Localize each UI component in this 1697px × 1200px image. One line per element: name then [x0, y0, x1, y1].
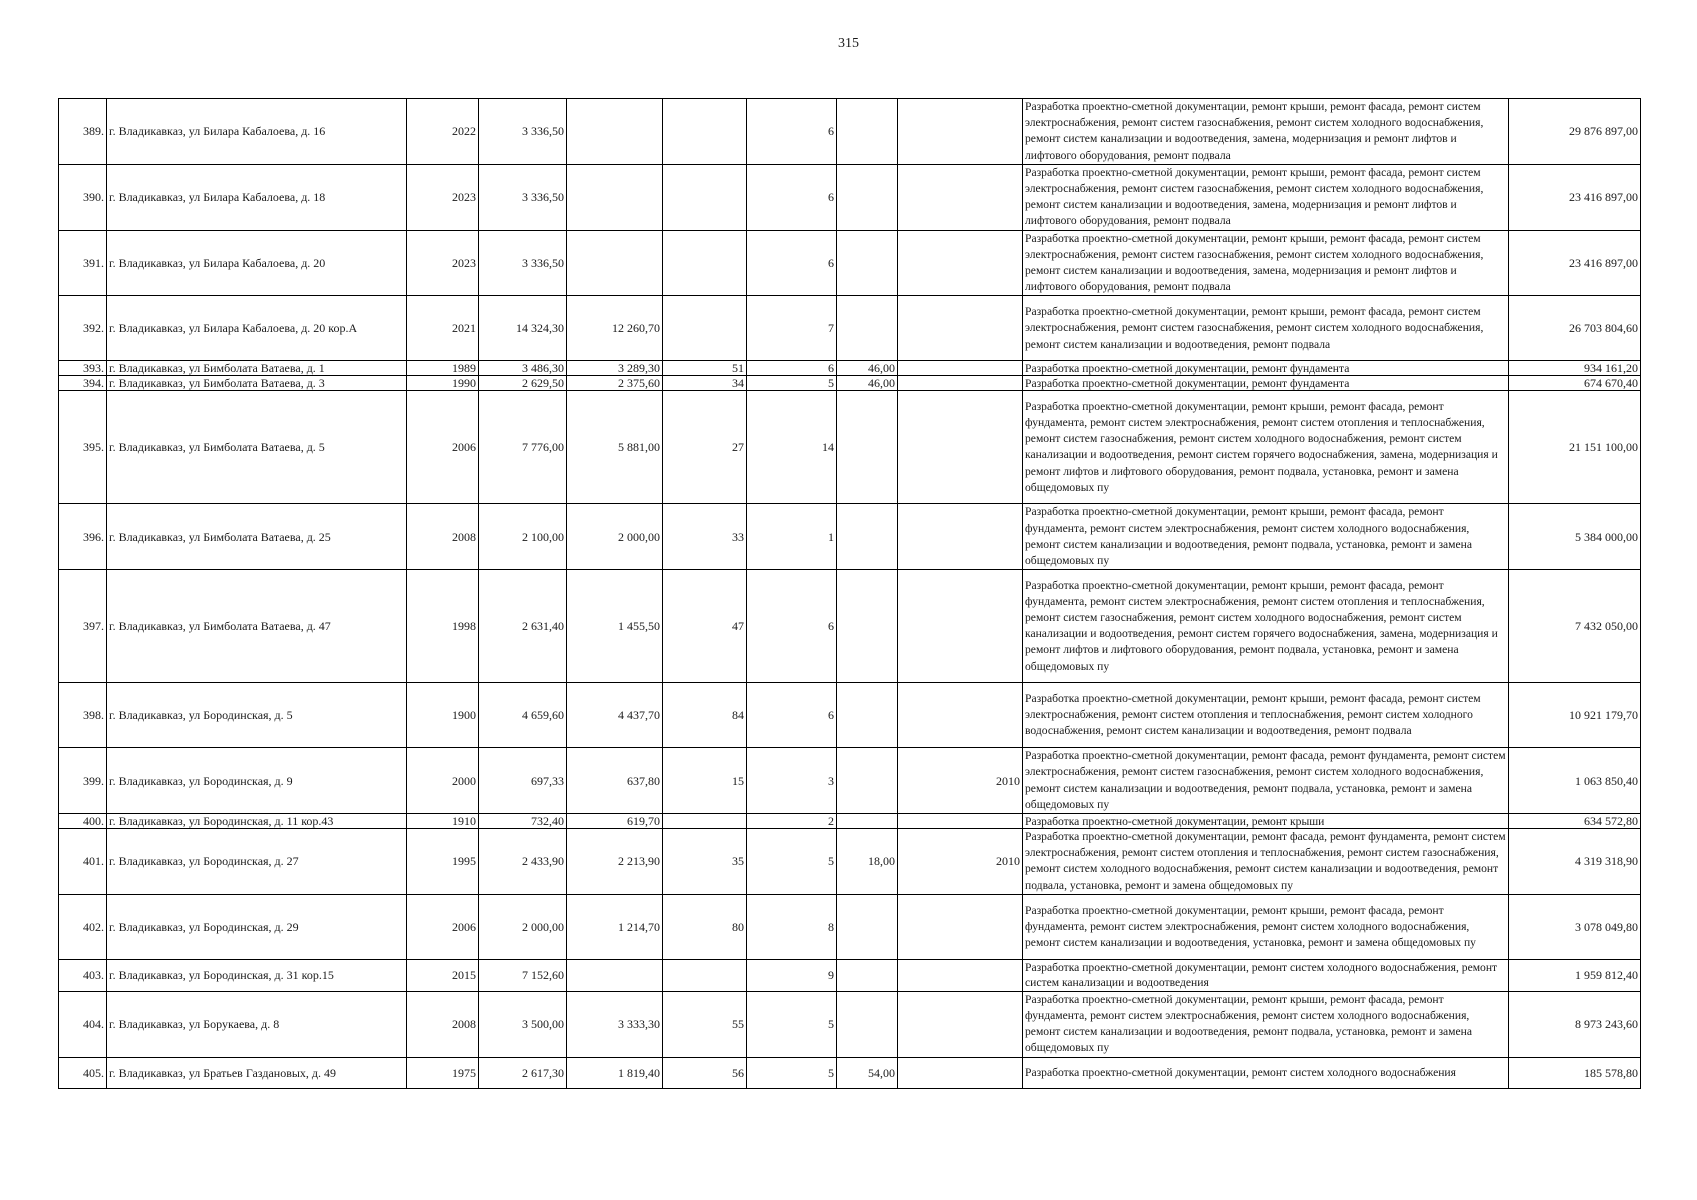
cell-row-number: 389.	[59, 99, 107, 165]
cell-address: г. Владикавказ, ул Бородинская, д. 27	[107, 829, 407, 895]
cell-row-number: 400.	[59, 814, 107, 829]
cell-year: 2006	[407, 391, 479, 504]
cell-row-number: 399.	[59, 748, 107, 814]
cell-area-living: 4 437,70	[567, 683, 663, 748]
cell-floors: 5	[747, 829, 837, 895]
cell-year: 1900	[407, 683, 479, 748]
cell-cost: 26 703 804,60	[1509, 296, 1641, 361]
cell-address: г. Владикавказ, ул Братьев Газдановых, д. 49	[107, 1057, 407, 1088]
cell-works: Разработка проектно-сметной документации, ремонт крыши, ремонт фасада, ремонт фундамента, ремонт систем электроснабжения, ремонт систем отопления и теплоснабжения, ремонт систем газоснабжения, ремонт систем холодного водоснабжения, ремонт систем канализации и водоотведения, ремонт систем горячего водоснабжения, замена, модернизация и ремонт лифтов и лифтового оборудования, ремонт подвала, установка, ремонт и замена общедомовых пу	[1023, 570, 1509, 683]
cell-cost: 3 078 049,80	[1509, 894, 1641, 959]
page-number: 315	[838, 36, 859, 51]
cell-works: Разработка проектно-сметной документации, ремонт крыши, ремонт фасада, ремонт фундамента, ремонт систем электроснабжения, ремонт систем холодного водоснабжения, ремонт систем канализации и водоотведения, ремонт подвала, установка, ремонт и замена общедомовых пу	[1023, 504, 1509, 570]
cell-cost: 21 151 100,00	[1509, 391, 1641, 504]
cell-row-number: 391.	[59, 230, 107, 296]
cell-residents: 56	[663, 1057, 747, 1088]
cell-row-number: 398.	[59, 683, 107, 748]
cell-wear: 46,00	[837, 361, 898, 376]
cell-last-repair	[898, 991, 1023, 1057]
cell-area-living: 1 455,50	[567, 570, 663, 683]
cell-address: г. Владикавказ, ул Бородинская, д. 9	[107, 748, 407, 814]
cell-residents: 34	[663, 376, 747, 391]
cell-area-living: 637,80	[567, 748, 663, 814]
cell-area-living	[567, 164, 663, 230]
cell-works: Разработка проектно-сметной документации, ремонт систем холодного водоснабжения	[1023, 1057, 1509, 1088]
cell-year: 1998	[407, 570, 479, 683]
cell-row-number: 402.	[59, 894, 107, 959]
cell-residents: 15	[663, 748, 747, 814]
table-row	[59, 829, 1641, 895]
cell-cost: 5 384 000,00	[1509, 504, 1641, 570]
cell-year: 2022	[407, 99, 479, 165]
cell-floors: 6	[747, 230, 837, 296]
cell-floors: 8	[747, 894, 837, 959]
cell-wear	[837, 959, 898, 991]
cell-wear	[837, 230, 898, 296]
cell-last-repair	[898, 959, 1023, 991]
cell-works: Разработка проектно-сметной документации, ремонт крыши, ремонт фасада, ремонт систем электроснабжения, ремонт систем отопления и теплоснабжения, ремонт систем холодного водоснабжения, ремонт систем канализации и водоотведения, ремонт подвала	[1023, 683, 1509, 748]
cell-last-repair	[898, 814, 1023, 829]
cell-address: г. Владикавказ, ул Билара Кабалоева, д. 16	[107, 99, 407, 165]
cell-row-number: 394.	[59, 376, 107, 391]
cell-residents	[663, 164, 747, 230]
cell-area-living: 12 260,70	[567, 296, 663, 361]
table-row	[59, 376, 1641, 391]
cell-wear	[837, 296, 898, 361]
cell-last-repair	[898, 164, 1023, 230]
cell-wear	[837, 99, 898, 165]
cell-year: 1975	[407, 1057, 479, 1088]
cell-cost: 4 319 318,90	[1509, 829, 1641, 895]
cell-year: 2008	[407, 504, 479, 570]
cell-row-number: 405.	[59, 1057, 107, 1088]
cell-row-number: 404.	[59, 991, 107, 1057]
cell-area-total: 2 433,90	[479, 829, 567, 895]
cell-cost: 7 432 050,00	[1509, 570, 1641, 683]
cell-floors: 6	[747, 683, 837, 748]
cell-cost: 934 161,20	[1509, 361, 1641, 376]
cell-works: Разработка проектно-сметной документации, ремонт крыши, ремонт фасада, ремонт систем электроснабжения, ремонт систем газоснабжения, ремонт систем холодного водоснабжения, ремонт систем канализации и водоотведения, ремонт подвала	[1023, 296, 1509, 361]
cell-area-living	[567, 99, 663, 165]
cell-floors: 3	[747, 748, 837, 814]
cell-wear	[837, 570, 898, 683]
cell-cost: 1 959 812,40	[1509, 959, 1641, 991]
cell-year: 2021	[407, 296, 479, 361]
cell-area-living: 2 375,60	[567, 376, 663, 391]
cell-last-repair	[898, 296, 1023, 361]
cell-floors: 2	[747, 814, 837, 829]
cell-wear	[837, 748, 898, 814]
cell-last-repair	[898, 99, 1023, 165]
cell-year: 2000	[407, 748, 479, 814]
cell-year: 1910	[407, 814, 479, 829]
cell-row-number: 401.	[59, 829, 107, 895]
cell-floors: 7	[747, 296, 837, 361]
cell-area-total: 2 100,00	[479, 504, 567, 570]
cell-works: Разработка проектно-сметной документации, ремонт крыши	[1023, 814, 1509, 829]
cell-floors: 5	[747, 991, 837, 1057]
cell-last-repair: 2010	[898, 829, 1023, 895]
cell-row-number: 396.	[59, 504, 107, 570]
cell-wear	[837, 683, 898, 748]
cell-address: г. Владикавказ, ул Бородинская, д. 31 кор.15	[107, 959, 407, 991]
cell-residents: 33	[663, 504, 747, 570]
cell-year: 2023	[407, 164, 479, 230]
cell-works: Разработка проектно-сметной документации, ремонт крыши, ремонт фасада, ремонт систем электроснабжения, ремонт систем газоснабжения, ремонт систем холодного водоснабжения, ремонт систем канализации и водоотведения, замена, модернизация и ремонт лифтов и лифтового оборудования, ремонт подвала	[1023, 230, 1509, 296]
cell-year: 1989	[407, 361, 479, 376]
cell-floors: 6	[747, 361, 837, 376]
cell-residents	[663, 230, 747, 296]
cell-area-total: 3 336,50	[479, 230, 567, 296]
cell-residents	[663, 296, 747, 361]
cell-area-living	[567, 230, 663, 296]
cell-last-repair	[898, 1057, 1023, 1088]
cell-residents	[663, 814, 747, 829]
cell-wear	[837, 894, 898, 959]
cell-last-repair	[898, 504, 1023, 570]
cell-residents	[663, 959, 747, 991]
cell-floors: 6	[747, 164, 837, 230]
housing-register-table	[58, 98, 1641, 1089]
cell-address: г. Владикавказ, ул Бимболата Ватаева, д. 1	[107, 361, 407, 376]
cell-area-total: 4 659,60	[479, 683, 567, 748]
cell-residents: 55	[663, 991, 747, 1057]
cell-address: г. Владикавказ, ул Бимболата Ватаева, д. 5	[107, 391, 407, 504]
table-row	[59, 391, 1641, 504]
cell-area-living: 1 214,70	[567, 894, 663, 959]
cell-year: 2023	[407, 230, 479, 296]
cell-address: г. Владикавказ, ул Бородинская, д. 29	[107, 894, 407, 959]
cell-last-repair	[898, 376, 1023, 391]
cell-cost: 23 416 897,00	[1509, 230, 1641, 296]
cell-last-repair	[898, 894, 1023, 959]
cell-wear	[837, 991, 898, 1057]
cell-residents: 80	[663, 894, 747, 959]
cell-wear	[837, 391, 898, 504]
table-row	[59, 683, 1641, 748]
cell-row-number: 395.	[59, 391, 107, 504]
cell-works: Разработка проектно-сметной документации, ремонт систем холодного водоснабжения, ремонт систем канализации и водоотведения	[1023, 959, 1509, 991]
cell-area-total: 2 000,00	[479, 894, 567, 959]
cell-year: 2006	[407, 894, 479, 959]
cell-address: г. Владикавказ, ул Бородинская, д. 5	[107, 683, 407, 748]
cell-year: 2015	[407, 959, 479, 991]
cell-wear: 18,00	[837, 829, 898, 895]
table-row	[59, 99, 1641, 165]
cell-works: Разработка проектно-сметной документации, ремонт крыши, ремонт фасада, ремонт систем электроснабжения, ремонт систем газоснабжения, ремонт систем холодного водоснабжения, ремонт систем канализации и водоотведения, замена, модернизация и ремонт лифтов и лифтового оборудования, ремонт подвала	[1023, 99, 1509, 165]
cell-area-total: 3 336,50	[479, 99, 567, 165]
cell-works: Разработка проектно-сметной документации, ремонт крыши, ремонт фасада, ремонт фундамента, ремонт систем электроснабжения, ремонт систем холодного водоснабжения, ремонт систем канализации и водоотведения, ремонт подвала, установка, ремонт и замена общедомовых пу	[1023, 991, 1509, 1057]
cell-last-repair	[898, 570, 1023, 683]
cell-floors: 6	[747, 570, 837, 683]
cell-residents: 35	[663, 829, 747, 895]
cell-address: г. Владикавказ, ул Билара Кабалоева, д. 18	[107, 164, 407, 230]
cell-residents	[663, 99, 747, 165]
table-row	[59, 164, 1641, 230]
cell-last-repair	[898, 230, 1023, 296]
cell-area-living: 619,70	[567, 814, 663, 829]
cell-cost: 634 572,80	[1509, 814, 1641, 829]
table-row	[59, 814, 1641, 829]
cell-area-total: 7 776,00	[479, 391, 567, 504]
cell-year: 2008	[407, 991, 479, 1057]
cell-works: Разработка проектно-сметной документации, ремонт крыши, ремонт фасада, ремонт фундамента, ремонт систем электроснабжения, ремонт систем холодного водоснабжения, ремонт систем канализации и водоотведения, установка, ремонт и замена общедомовых пу	[1023, 894, 1509, 959]
cell-last-repair	[898, 361, 1023, 376]
cell-address: г. Владикавказ, ул Бимболата Ватаева, д. 25	[107, 504, 407, 570]
cell-last-repair: 2010	[898, 748, 1023, 814]
cell-wear	[837, 814, 898, 829]
cell-floors: 1	[747, 504, 837, 570]
cell-works: Разработка проектно-сметной документации, ремонт крыши, ремонт фасада, ремонт систем электроснабжения, ремонт систем газоснабжения, ремонт систем холодного водоснабжения, ремонт систем канализации и водоотведения, замена, модернизация и ремонт лифтов и лифтового оборудования, ремонт подвала	[1023, 164, 1509, 230]
cell-cost: 8 973 243,60	[1509, 991, 1641, 1057]
table-row	[59, 570, 1641, 683]
cell-area-living: 3 333,30	[567, 991, 663, 1057]
cell-area-living: 5 881,00	[567, 391, 663, 504]
cell-residents: 47	[663, 570, 747, 683]
cell-row-number: 390.	[59, 164, 107, 230]
cell-row-number: 393.	[59, 361, 107, 376]
cell-year: 1995	[407, 829, 479, 895]
cell-address: г. Владикавказ, ул Борукаева, д. 8	[107, 991, 407, 1057]
cell-area-total: 697,33	[479, 748, 567, 814]
cell-area-total: 3 336,50	[479, 164, 567, 230]
table-row	[59, 991, 1641, 1057]
cell-area-living: 3 289,30	[567, 361, 663, 376]
cell-address: г. Владикавказ, ул Билара Кабалоева, д. 20	[107, 230, 407, 296]
register-body	[59, 99, 1641, 1089]
cell-cost: 1 063 850,40	[1509, 748, 1641, 814]
cell-floors: 5	[747, 376, 837, 391]
table-row	[59, 1057, 1641, 1088]
cell-floors: 6	[747, 99, 837, 165]
cell-floors: 9	[747, 959, 837, 991]
cell-floors: 14	[747, 391, 837, 504]
cell-last-repair	[898, 391, 1023, 504]
cell-area-total: 3 500,00	[479, 991, 567, 1057]
cell-floors: 5	[747, 1057, 837, 1088]
cell-area-total: 2 617,30	[479, 1057, 567, 1088]
cell-residents: 84	[663, 683, 747, 748]
cell-area-living: 2 000,00	[567, 504, 663, 570]
cell-wear: 54,00	[837, 1057, 898, 1088]
cell-cost: 185 578,80	[1509, 1057, 1641, 1088]
cell-cost: 29 876 897,00	[1509, 99, 1641, 165]
cell-row-number: 403.	[59, 959, 107, 991]
cell-wear: 46,00	[837, 376, 898, 391]
cell-residents: 51	[663, 361, 747, 376]
cell-area-total: 2 631,40	[479, 570, 567, 683]
cell-address: г. Владикавказ, ул Бородинская, д. 11 кор.43	[107, 814, 407, 829]
table-row	[59, 230, 1641, 296]
table-row	[59, 504, 1641, 570]
cell-residents: 27	[663, 391, 747, 504]
cell-works: Разработка проектно-сметной документации, ремонт фасада, ремонт фундамента, ремонт систем электроснабжения, ремонт систем газоснабжения, ремонт систем холодного водоснабжения, ремонт систем канализации и водоотведения, ремонт подвала, установка, ремонт и замена общедомовых пу	[1023, 748, 1509, 814]
cell-area-total: 14 324,30	[479, 296, 567, 361]
table-row	[59, 361, 1641, 376]
cell-area-total: 732,40	[479, 814, 567, 829]
table-row	[59, 748, 1641, 814]
cell-works: Разработка проектно-сметной документации, ремонт фасада, ремонт фундамента, ремонт систем электроснабжения, ремонт систем отопления и теплоснабжения, ремонт систем газоснабжения, ремонт систем холодного водоснабжения, ремонт систем канализации и водоотведения, ремонт подвала, установка, ремонт и замена общедомовых пу	[1023, 829, 1509, 895]
cell-area-living	[567, 959, 663, 991]
cell-wear	[837, 504, 898, 570]
cell-last-repair	[898, 683, 1023, 748]
cell-wear	[837, 164, 898, 230]
cell-row-number: 392.	[59, 296, 107, 361]
cell-row-number: 397.	[59, 570, 107, 683]
cell-area-total: 3 486,30	[479, 361, 567, 376]
table-row	[59, 296, 1641, 361]
cell-address: г. Владикавказ, ул Бимболата Ватаева, д. 47	[107, 570, 407, 683]
cell-cost: 23 416 897,00	[1509, 164, 1641, 230]
table-row	[59, 894, 1641, 959]
cell-address: г. Владикавказ, ул Бимболата Ватаева, д. 3	[107, 376, 407, 391]
cell-address: г. Владикавказ, ул Билара Кабалоева, д. 20 кор.А	[107, 296, 407, 361]
cell-area-living: 1 819,40	[567, 1057, 663, 1088]
cell-area-living: 2 213,90	[567, 829, 663, 895]
cell-works: Разработка проектно-сметной документации, ремонт крыши, ремонт фасада, ремонт фундамента, ремонт систем электроснабжения, ремонт систем отопления и теплоснабжения, ремонт систем газоснабжения, ремонт систем холодного водоснабжения, ремонт систем канализации и водоотведения, ремонт систем горячего водоснабжения, замена, модернизация и ремонт лифтов и лифтового оборудования, ремонт подвала, установка, ремонт и замена общедомовых пу	[1023, 391, 1509, 504]
cell-cost: 10 921 179,70	[1509, 683, 1641, 748]
table-row	[59, 959, 1641, 991]
cell-year: 1990	[407, 376, 479, 391]
cell-works: Разработка проектно-сметной документации, ремонт фундамента	[1023, 361, 1509, 376]
cell-area-total: 2 629,50	[479, 376, 567, 391]
cell-works: Разработка проектно-сметной документации, ремонт фундамента	[1023, 376, 1509, 391]
cell-area-total: 7 152,60	[479, 959, 567, 991]
cell-cost: 674 670,40	[1509, 376, 1641, 391]
